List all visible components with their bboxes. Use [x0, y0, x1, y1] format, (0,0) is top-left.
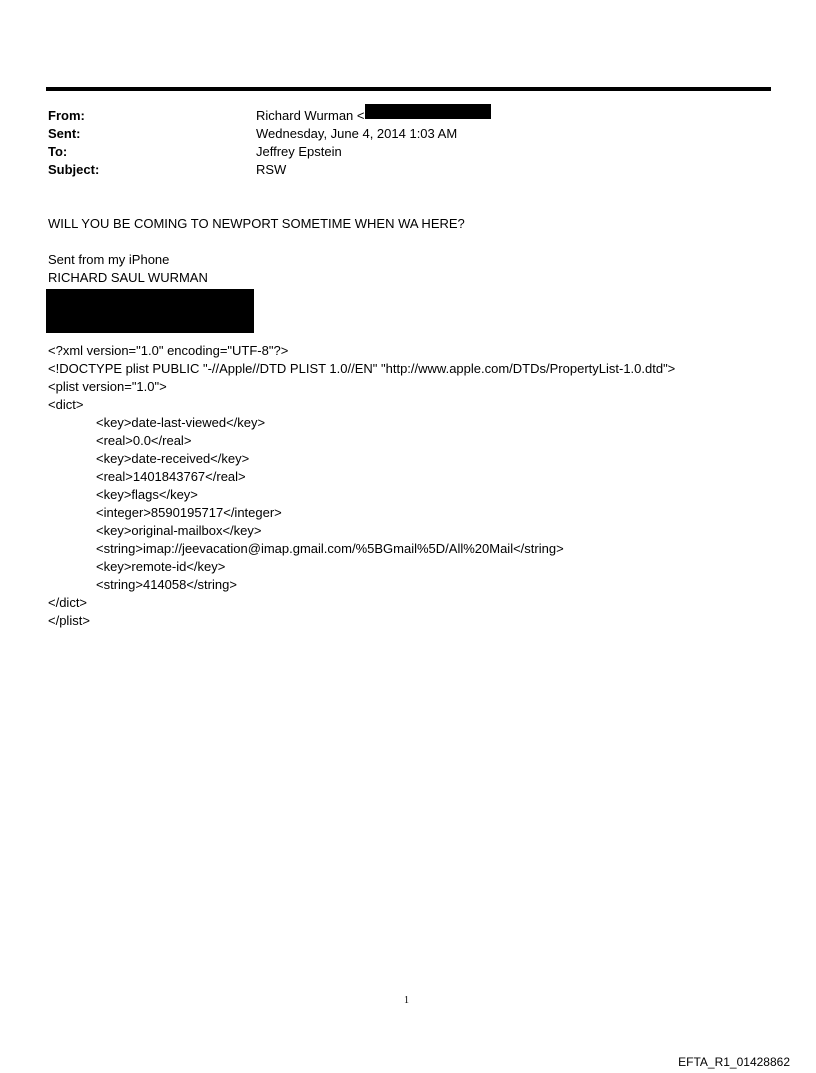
plist-line: <key>date-last-viewed</key>: [96, 415, 266, 430]
plist-line: <string>414058</string>: [96, 577, 237, 592]
sent-value: Wednesday, June 4, 2014 1:03 AM: [256, 126, 458, 141]
plist-line: <!DOCTYPE plist PUBLIC "-//Apple//DTD PLIST 1.0//EN" "http://www.apple.com/DTDs/PropertyList-1.0.dtd">: [48, 361, 676, 376]
plist-line: <real>1401843767</real>: [96, 469, 246, 484]
plist-line: <key>date-received</key>: [96, 451, 250, 466]
plist-line: <key>remote-id</key>: [96, 559, 226, 574]
signature-line-1: Sent from my iPhone: [48, 252, 170, 267]
redaction-box-email: [365, 104, 491, 119]
to-value: Jeffrey Epstein: [256, 144, 342, 159]
plist-line: <plist version="1.0">: [48, 379, 167, 394]
to-label: To:: [48, 144, 68, 159]
sent-label: Sent:: [48, 126, 81, 141]
page-number: 1: [404, 995, 409, 1006]
plist-line: </plist>: [48, 613, 90, 628]
bates-number: EFTA_R1_01428862: [678, 1055, 790, 1069]
plist-line: <string>imap://jeevacation@imap.gmail.com/%5BGmail%5D/All%20Mail</string>: [96, 541, 564, 556]
message-text: WILL YOU BE COMING TO NEWPORT SOMETIME WHEN WA HERE?: [48, 216, 465, 231]
redaction-box-signature: [46, 289, 254, 333]
plist-line: <dict>: [48, 397, 84, 412]
signature-line-2: RICHARD SAUL WURMAN: [48, 270, 208, 285]
from-label: From:: [48, 108, 85, 123]
plist-line: <integer>8590195717</integer>: [96, 505, 282, 520]
subject-value: RSW: [256, 162, 287, 177]
plist-line: <?xml version="1.0" encoding="UTF-8"?>: [48, 343, 289, 358]
from-value: Richard Wurman <: [256, 108, 365, 123]
plist-line: </dict>: [48, 595, 88, 610]
plist-line: <real>0.0</real>: [96, 433, 192, 448]
plist-line: <key>original-mailbox</key>: [96, 523, 262, 538]
plist-line: <key>flags</key>: [96, 487, 198, 502]
header-rule: [46, 87, 771, 91]
subject-label: Subject:: [48, 162, 100, 177]
